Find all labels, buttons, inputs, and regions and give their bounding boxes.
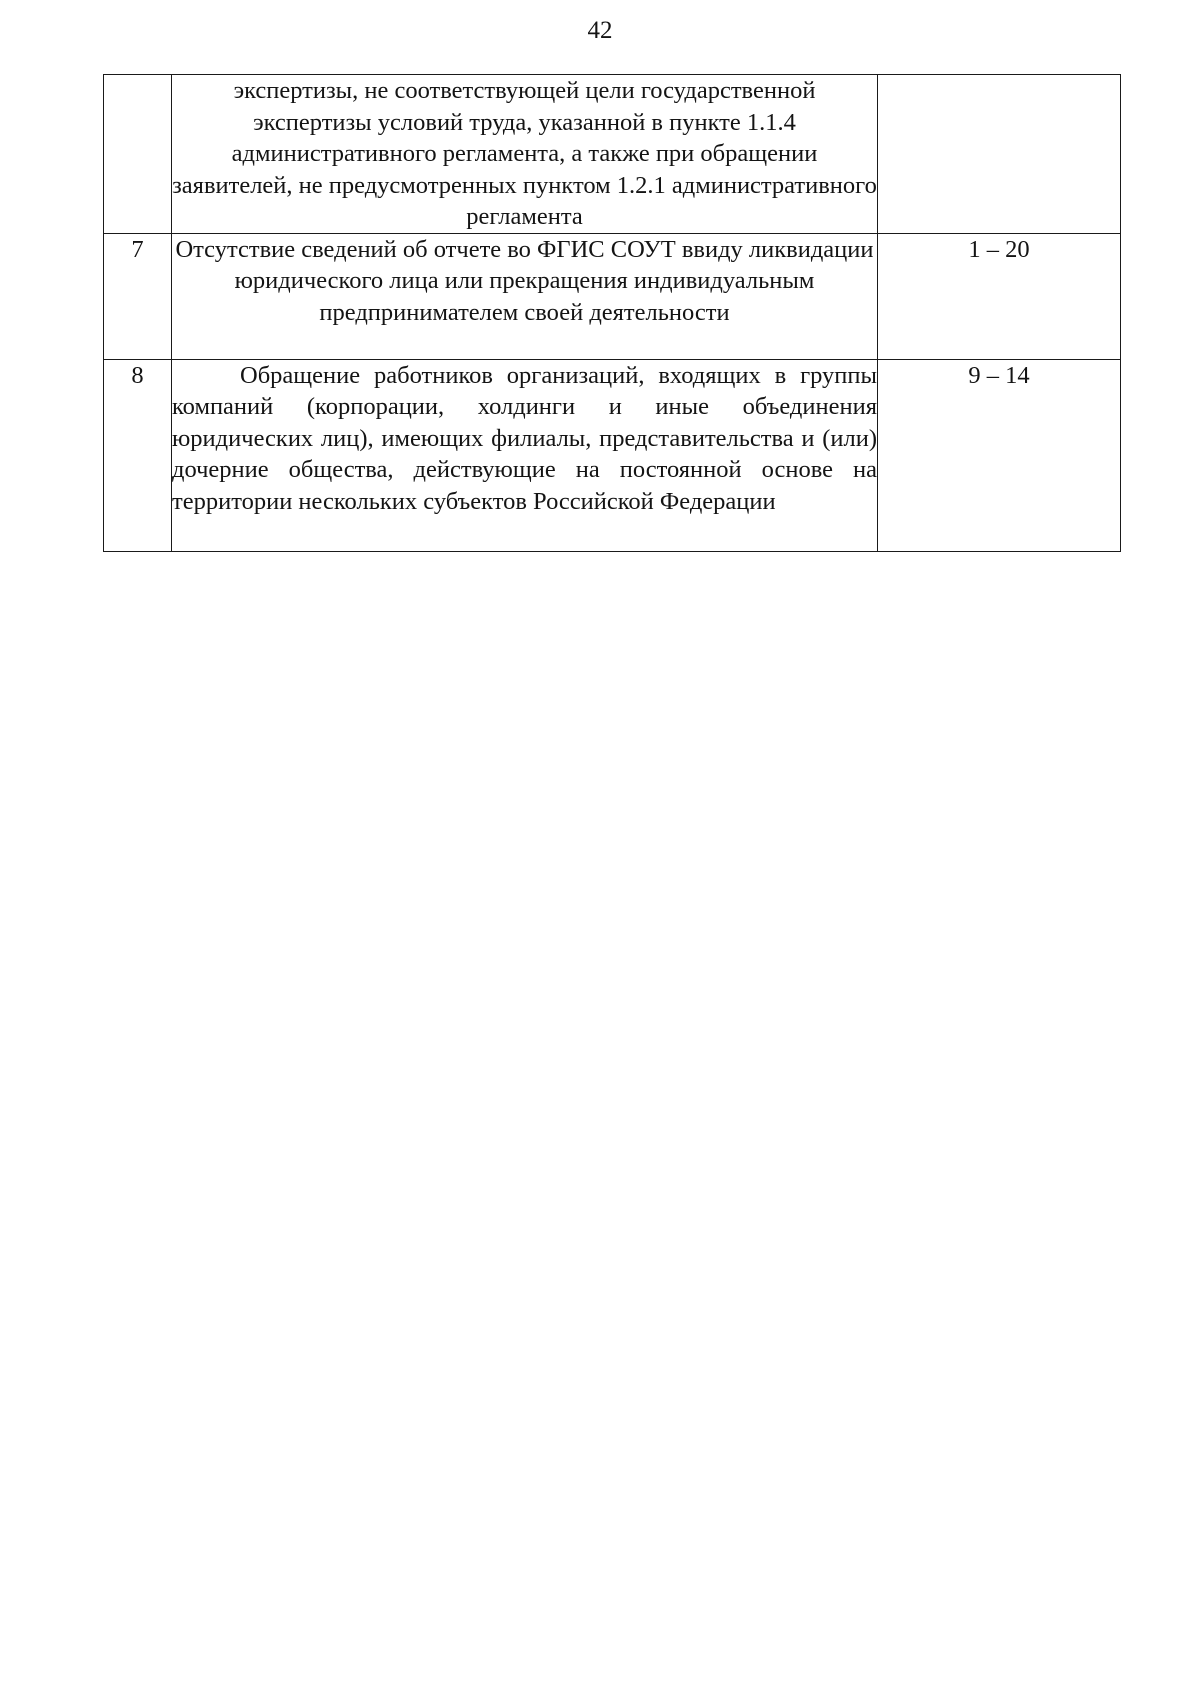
row-description-text: Обращение работников организаций, входящих в группы компаний (корпорации, холдинги и иные объединения юридических лиц), имеющих филиалы, представительства и (или) дочерние общества, действующие на постоянной основе на территории нескольких субъектов Российской Федерации <box>172 361 877 515</box>
table-row <box>104 233 1121 359</box>
row-range-cell <box>878 75 1121 234</box>
row-range-cell: 9 – 14 <box>878 359 1121 551</box>
row-description-cell: экспертизы, не соответствующей цели государственной экспертизы условий труда, указанной в пункте 1.1.4 административного регламента, а также при обращении заявителей, не предусмотренных пунктом 1.2.1 административного регламента <box>172 75 878 234</box>
row-range-cell: 1 – 20 <box>878 233 1121 359</box>
row-number-cell <box>104 75 172 234</box>
row-description-cell <box>172 359 878 551</box>
row-description-cell: Отсутствие сведений об отчете во ФГИС СОУТ ввиду ликвидации юридического лица или прекращения индивидуальным предпринимателем своей деятельности <box>172 233 878 359</box>
page-number: 42 <box>587 17 613 44</box>
document-table <box>103 74 1121 552</box>
table-row <box>104 359 1121 551</box>
table-row <box>104 75 1121 234</box>
row-number-cell: 7 <box>104 233 172 359</box>
row-number-cell: 8 <box>104 359 172 551</box>
